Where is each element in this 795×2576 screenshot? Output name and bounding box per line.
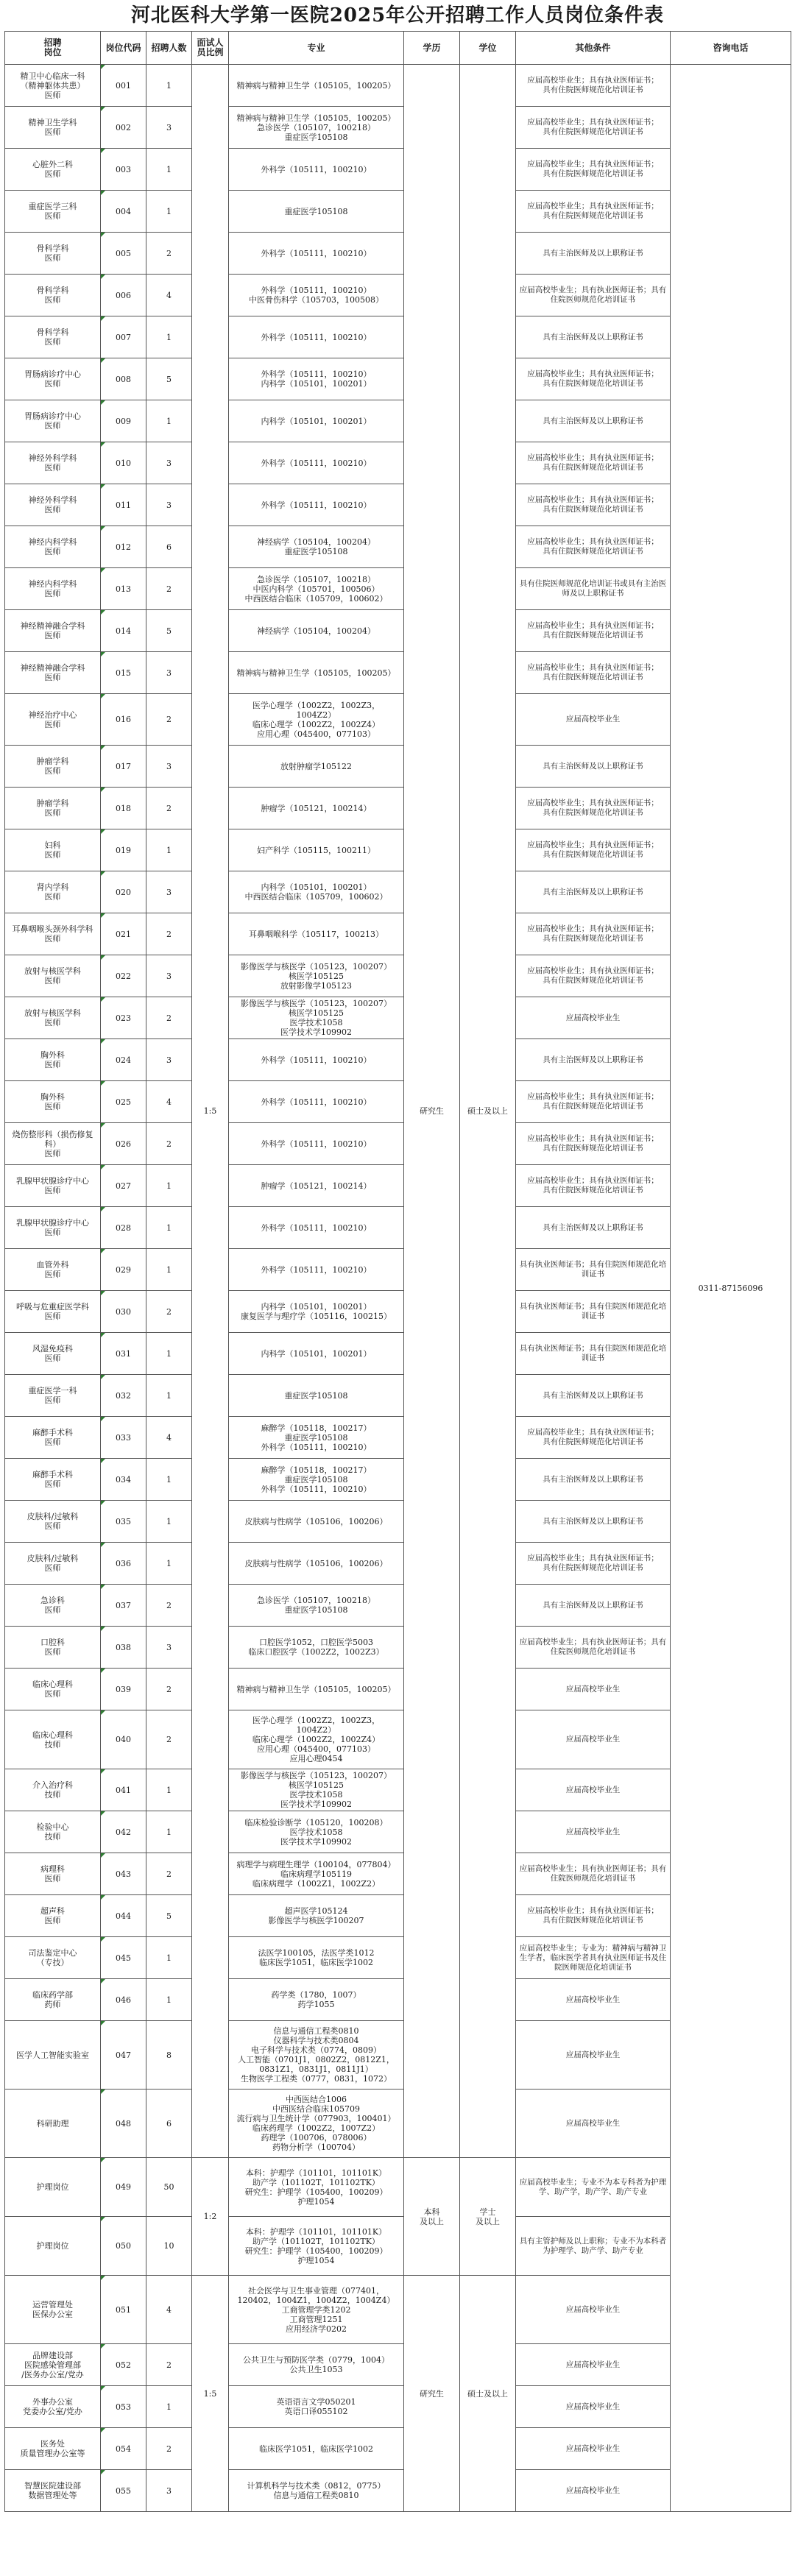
hire-count-cell: 1 (146, 1769, 192, 1811)
header-phone: 咨询电话 (671, 32, 791, 65)
post-code-cell: 040 (101, 1710, 146, 1769)
post-code-cell: 020 (101, 871, 146, 913)
major-cell: 外科学（105111，100210） (229, 149, 404, 191)
major-cell: 外科学（105111，100210） (229, 442, 404, 484)
hire-count-cell: 2 (146, 997, 192, 1039)
post-code-cell: 048 (101, 2090, 146, 2158)
post-code-cell: 035 (101, 1501, 146, 1543)
other-conditions-cell: 应届高校毕业生；具有执业医师证书； 具有住院医师规范化培训证书 (516, 1417, 671, 1459)
hire-count-cell: 1 (146, 829, 192, 871)
post-code-cell: 024 (101, 1039, 146, 1081)
post-code-cell: 052 (101, 2344, 146, 2386)
header-degree: 学位 (460, 32, 516, 65)
page-title: 河北医科大学第一医院2025年公开招聘工作人员岗位条件表 (130, 4, 665, 26)
post-code-cell: 009 (101, 400, 146, 442)
post-code-cell: 037 (101, 1585, 146, 1627)
hire-count-cell: 10 (146, 2217, 192, 2276)
post-name-cell: 护理岗位 (5, 2158, 101, 2217)
other-conditions-cell: 应届高校毕业生；具有执业医师证书；具有住院医师规范化培训证书 (516, 1853, 671, 1895)
post-code-cell: 017 (101, 746, 146, 788)
major-cell: 内科学（105101，100201） 康复医学与理疗学（105116，100215） (229, 1291, 404, 1333)
other-conditions-cell: 具有执业医师证书；具有住院医师规范化培训证书 (516, 1333, 671, 1375)
post-code-cell: 049 (101, 2158, 146, 2217)
major-cell: 中西医结合1006 中西医结合临床105709 流行病与卫生统计学（077903，100401） 临床药理学（1002Z2，1007Z2） 药理学（100706，078006） 药物分析学（100704） (229, 2090, 404, 2158)
other-conditions-cell: 应届高校毕业生；具有执业医师证书；具有住院医师规范化培训证书 (516, 1627, 671, 1669)
post-code-cell: 043 (101, 1853, 146, 1895)
post-code-cell: 021 (101, 913, 146, 955)
post-name-cell: 神经精神融合学科 医师 (5, 610, 101, 652)
major-cell: 本科：护理学（101101，101101K） 助产学（101102T，101102TK） 研究生：护理学（105400，100209） 护理1054 (229, 2217, 404, 2276)
post-code-cell: 034 (101, 1459, 146, 1501)
post-code-cell: 030 (101, 1291, 146, 1333)
post-code-cell: 054 (101, 2428, 146, 2470)
other-conditions-cell: 应届高校毕业生 (516, 1669, 671, 1710)
post-name-cell: 临床心理科 技师 (5, 1710, 101, 1769)
hire-count-cell: 2 (146, 788, 192, 829)
post-name-cell: 皮肤科/过敏科 医师 (5, 1543, 101, 1585)
other-conditions-cell: 具有主治医师及以上职称证书 (516, 871, 671, 913)
other-conditions-cell: 具有住院医师规范化培训证书或具有主治医师及以上职称证书 (516, 568, 671, 610)
major-cell: 临床检验诊断学（105120，100208） 医学技术1058 医学技术学109902 (229, 1811, 404, 1853)
hire-count-cell: 1 (146, 2386, 192, 2428)
hire-count-cell: 2 (146, 2428, 192, 2470)
education-cell: 研究生 (404, 2276, 460, 2512)
other-conditions-cell: 应届高校毕业生 (516, 1979, 671, 2021)
post-name-cell: 精卫中心临床一科 （精神躯体共患） 医师 (5, 65, 101, 107)
major-cell: 外科学（105111，100210） (229, 1039, 404, 1081)
hire-count-cell: 2 (146, 568, 192, 610)
post-name-cell: 骨科学科 医师 (5, 316, 101, 358)
post-name-cell: 护理岗位 (5, 2217, 101, 2276)
post-name-cell: 重症医学三科 医师 (5, 191, 101, 233)
post-name-cell: 麻醉手术科 医师 (5, 1417, 101, 1459)
hire-count-cell: 4 (146, 1417, 192, 1459)
hire-count-cell: 1 (146, 1333, 192, 1375)
post-name-cell: 胃肠病诊疗中心 医师 (5, 400, 101, 442)
major-cell: 影像医学与核医学（105123，100207） 核医学105125 医学技术1058 医学技术学109902 (229, 997, 404, 1039)
post-code-cell: 007 (101, 316, 146, 358)
hire-count-cell: 2 (146, 1123, 192, 1165)
post-code-cell: 032 (101, 1375, 146, 1417)
hire-count-cell: 1 (146, 1459, 192, 1501)
hire-count-cell: 50 (146, 2158, 192, 2217)
major-cell: 外科学（105111，100210） (229, 316, 404, 358)
post-code-cell: 018 (101, 788, 146, 829)
hire-count-cell: 4 (146, 275, 192, 316)
hire-count-cell: 1 (146, 1543, 192, 1585)
post-code-cell: 033 (101, 1417, 146, 1459)
hire-count-cell: 3 (146, 484, 192, 526)
other-conditions-cell: 应届高校毕业生 (516, 1769, 671, 1811)
major-cell: 肿瘤学（105121，100214） (229, 788, 404, 829)
table-row (5, 65, 791, 107)
other-conditions-cell: 应届高校毕业生；专业为：精神病与精神卫生学者，临床医学者具有执业医师证书及住院医师规范化培训证书 (516, 1937, 671, 1979)
post-name-cell: 神经精神融合学科 医师 (5, 652, 101, 694)
major-cell: 外科学（105111，100210） (229, 1081, 404, 1123)
major-cell: 精神病与精神卫生学（105105，100205） (229, 1669, 404, 1710)
major-cell: 外科学（105111，100210） (229, 484, 404, 526)
hire-count-cell: 2 (146, 913, 192, 955)
post-code-cell: 055 (101, 2470, 146, 2512)
hire-count-cell: 3 (146, 871, 192, 913)
post-code-cell: 028 (101, 1207, 146, 1249)
major-cell: 精神病与精神卫生学（105105，100205） 急诊医学（105107，100218） 重症医学105108 (229, 107, 404, 149)
hire-count-cell: 1 (146, 1501, 192, 1543)
degree-cell: 学士 及以上 (460, 2158, 516, 2276)
hire-count-cell: 3 (146, 955, 192, 997)
hire-count-cell: 2 (146, 694, 192, 746)
major-cell: 医学心理学（1002Z2，1002Z3， 1004Z2） 临床心理学（1002Z2，1002Z4） 应用心理（045400，077103） (229, 694, 404, 746)
major-cell: 英语语言文学050201 英语口译055102 (229, 2386, 404, 2428)
post-code-cell: 027 (101, 1165, 146, 1207)
post-name-cell: 司法鉴定中心 （专技） (5, 1937, 101, 1979)
major-cell: 麻醉学（105118，100217） 重症医学105108 外科学（105111，100210） (229, 1417, 404, 1459)
post-name-cell: 耳鼻咽喉头颈外科学科 医师 (5, 913, 101, 955)
hire-count-cell: 3 (146, 107, 192, 149)
other-conditions-cell: 应届高校毕业生；具有执业医师证书； 具有住院医师规范化培训证书 (516, 65, 671, 107)
header-major: 专业 (229, 32, 404, 65)
major-cell: 内科学（105101，100201） 中西医结合临床（105709，100602） (229, 871, 404, 913)
post-code-cell: 036 (101, 1543, 146, 1585)
post-code-cell: 011 (101, 484, 146, 526)
major-cell: 精神病与精神卫生学（105105，100205） (229, 652, 404, 694)
post-name-cell: 智慧医院建设部 数据管理处等 (5, 2470, 101, 2512)
post-code-cell: 005 (101, 233, 146, 275)
hire-count-cell: 5 (146, 358, 192, 400)
post-name-cell: 神经外科学科 医师 (5, 442, 101, 484)
post-name-cell: 医务处 质量管理办公室等 (5, 2428, 101, 2470)
major-cell: 放射肿瘤学105122 (229, 746, 404, 788)
hire-count-cell: 5 (146, 610, 192, 652)
major-cell: 神经病学（105104，100204） 重症医学105108 (229, 526, 404, 568)
major-cell: 急诊医学（105107，100218） 中医内科学（105701，100506） 中西医结合临床（105709，100602） (229, 568, 404, 610)
major-cell: 外科学（105111，100210） 内科学（105101，100201） (229, 358, 404, 400)
post-code-cell: 047 (101, 2021, 146, 2090)
post-name-cell: 呼吸与危重症医学科 医师 (5, 1291, 101, 1333)
post-code-cell: 044 (101, 1895, 146, 1937)
header-code: 岗位代码 (101, 32, 146, 65)
interview-ratio-cell: 1:2 (192, 2158, 229, 2276)
post-name-cell: 乳腺甲状腺诊疗中心 医师 (5, 1207, 101, 1249)
post-name-cell: 精神卫生学科 医师 (5, 107, 101, 149)
post-code-cell: 025 (101, 1081, 146, 1123)
major-cell: 超声医学105124 影像医学与核医学100207 (229, 1895, 404, 1937)
major-cell: 重症医学105108 (229, 1375, 404, 1417)
post-name-cell: 病理科 医师 (5, 1853, 101, 1895)
post-code-cell: 004 (101, 191, 146, 233)
post-code-cell: 013 (101, 568, 146, 610)
major-cell: 外科学（105111，100210） (229, 1207, 404, 1249)
major-cell: 公共卫生与预防医学类（0779，1004） 公共卫生1053 (229, 2344, 404, 2386)
post-code-cell: 012 (101, 526, 146, 568)
other-conditions-cell: 应届高校毕业生；具有执业医师证书； 具有住院医师规范化培训证书 (516, 1895, 671, 1937)
other-conditions-cell: 应届高校毕业生 (516, 997, 671, 1039)
other-conditions-cell: 具有主治医师及以上职称证书 (516, 1501, 671, 1543)
hire-count-cell: 2 (146, 1291, 192, 1333)
other-conditions-cell: 应届高校毕业生 (516, 2386, 671, 2428)
major-cell: 计算机科学与技术类（0812，0775） 信息与通信工程类0810 (229, 2470, 404, 2512)
post-name-cell: 妇科 医师 (5, 829, 101, 871)
post-code-cell: 003 (101, 149, 146, 191)
other-conditions-cell: 应届高校毕业生；专业不为本专科者为护理学、助产学，助产学、助产专业 (516, 2158, 671, 2217)
header-post: 招聘 岗位 (5, 32, 101, 65)
other-conditions-cell: 应届高校毕业生 (516, 2021, 671, 2090)
hire-count-cell: 2 (146, 233, 192, 275)
hire-count-cell: 2 (146, 1585, 192, 1627)
other-conditions-cell: 应届高校毕业生；具有执业医师证书； 具有住院医师规范化培训证书 (516, 149, 671, 191)
post-name-cell: 麻醉手术科 医师 (5, 1459, 101, 1501)
hire-count-cell: 1 (146, 1811, 192, 1853)
other-conditions-cell: 具有主治医师及以上职称证书 (516, 400, 671, 442)
other-conditions-cell: 应届高校毕业生；具有执业医师证书； 具有住院医师规范化培训证书 (516, 610, 671, 652)
other-conditions-cell: 应届高校毕业生；具有执业医师证书； 具有住院医师规范化培训证书 (516, 1543, 671, 1585)
post-code-cell: 038 (101, 1627, 146, 1669)
header-count: 招聘人数 (146, 32, 192, 65)
hire-count-cell: 3 (146, 652, 192, 694)
hire-count-cell: 3 (146, 1039, 192, 1081)
post-name-cell: 神经治疗中心 医师 (5, 694, 101, 746)
post-name-cell: 风湿免疫科 医师 (5, 1333, 101, 1375)
major-cell: 外科学（105111，100210） (229, 233, 404, 275)
hire-count-cell: 3 (146, 746, 192, 788)
major-cell: 本科：护理学（101101，101101K） 助产学（101102T，101102TK） 研究生：护理学（105400，100209） 护理1054 (229, 2158, 404, 2217)
major-cell: 内科学（105101，100201） (229, 1333, 404, 1375)
major-cell: 临床医学1051，临床医学1002 (229, 2428, 404, 2470)
table-header-row (5, 32, 791, 65)
hire-count-cell: 2 (146, 1669, 192, 1710)
hire-count-cell: 1 (146, 149, 192, 191)
major-cell: 皮肤病与性病学（105106，100206） (229, 1501, 404, 1543)
other-conditions-cell: 具有主治医师及以上职称证书 (516, 1207, 671, 1249)
post-name-cell: 肿瘤学科 医师 (5, 788, 101, 829)
other-conditions-cell: 应届高校毕业生 (516, 2428, 671, 2470)
education-cell: 研究生 (404, 65, 460, 2158)
other-conditions-cell: 应届高校毕业生；具有执业医师证书； 具有住院医师规范化培训证书 (516, 829, 671, 871)
degree-cell: 硕士及以上 (460, 65, 516, 2158)
hire-count-cell: 1 (146, 1207, 192, 1249)
post-name-cell: 介入治疗科 技师 (5, 1769, 101, 1811)
post-code-cell: 026 (101, 1123, 146, 1165)
major-cell: 信息与通信工程类0810 仪器科学与技术类0804 电子科学与技术类（0774，0809） 人工智能（0701J1，0802Z2，0812Z1， 0831Z1，0831J1，0811J1） 生物医学工程类（0777，0831，1072） (229, 2021, 404, 2090)
post-name-cell: 乳腺甲状腺诊疗中心 医师 (5, 1165, 101, 1207)
contact-phone-cell: 0311-87156096 (671, 65, 791, 2512)
major-cell: 内科学（105101，100201） (229, 400, 404, 442)
post-name-cell: 急诊科 医师 (5, 1585, 101, 1627)
post-code-cell: 039 (101, 1669, 146, 1710)
other-conditions-cell: 应届高校毕业生；具有执业医师证书；具有住院医师规范化培训证书 (516, 275, 671, 316)
header-ratio: 面试人 员比例 (192, 32, 229, 65)
major-cell: 神经病学（105104，100204） (229, 610, 404, 652)
other-conditions-cell: 应届高校毕业生；具有执业医师证书； 具有住院医师规范化培训证书 (516, 107, 671, 149)
post-code-cell: 015 (101, 652, 146, 694)
post-code-cell: 046 (101, 1979, 146, 2021)
other-conditions-cell: 具有主治医师及以上职称证书 (516, 1585, 671, 1627)
other-conditions-cell: 应届高校毕业生；具有执业医师证书； 具有住院医师规范化培训证书 (516, 955, 671, 997)
post-name-cell: 神经外科学科 医师 (5, 484, 101, 526)
post-name-cell: 肿瘤学科 医师 (5, 746, 101, 788)
header-conditions: 其他条件 (516, 32, 671, 65)
other-conditions-cell: 应届高校毕业生 (516, 2276, 671, 2344)
major-cell: 病理学与病理生理学（100104，077804） 临床病理学105119 临床病理学（1002Z1，1002Z2） (229, 1853, 404, 1895)
interview-ratio-cell: 1:5 (192, 65, 229, 2158)
major-cell: 影像医学与核医学（105123，100207） 核医学105125 医学技术1058 医学技术学109902 (229, 1769, 404, 1811)
post-name-cell: 放射与核医学科 医师 (5, 997, 101, 1039)
other-conditions-cell: 应届高校毕业生；具有执业医师证书； 具有住院医师规范化培训证书 (516, 1165, 671, 1207)
post-name-cell: 运营管理处 医保办公室 (5, 2276, 101, 2344)
hire-count-cell: 8 (146, 2021, 192, 2090)
other-conditions-cell: 应届高校毕业生；具有执业医师证书； 具有住院医师规范化培训证书 (516, 1123, 671, 1165)
post-code-cell: 022 (101, 955, 146, 997)
hire-count-cell: 3 (146, 2470, 192, 2512)
interview-ratio-cell: 1:5 (192, 2276, 229, 2512)
major-cell: 法医学100105，法医学类1012 临床医学1051，临床医学1002 (229, 1937, 404, 1979)
other-conditions-cell: 应届高校毕业生 (516, 1811, 671, 1853)
hire-count-cell: 4 (146, 1081, 192, 1123)
post-name-cell: 胸外科 医师 (5, 1039, 101, 1081)
post-name-cell: 医学人工智能实验室 (5, 2021, 101, 2090)
major-cell: 药学类（1780，1007） 药学1055 (229, 1979, 404, 2021)
post-name-cell: 重症医学一科 医师 (5, 1375, 101, 1417)
education-cell: 本科 及以上 (404, 2158, 460, 2276)
other-conditions-cell: 具有主治医师及以上职称证书 (516, 1375, 671, 1417)
major-cell: 外科学（105111，100210） 中医骨伤科学（105703，100508） (229, 275, 404, 316)
major-cell: 妇产科学（105115，100211） (229, 829, 404, 871)
hire-count-cell: 1 (146, 1165, 192, 1207)
post-name-cell: 神经内科学科 医师 (5, 568, 101, 610)
other-conditions-cell: 应届高校毕业生；具有执业医师证书； 具有住院医师规范化培训证书 (516, 652, 671, 694)
other-conditions-cell: 应届高校毕业生；具有执业医师证书； 具有住院医师规范化培训证书 (516, 1081, 671, 1123)
major-cell: 麻醉学（105118，100217） 重症医学105108 外科学（105111，100210） (229, 1459, 404, 1501)
hire-count-cell: 3 (146, 1627, 192, 1669)
other-conditions-cell: 应届高校毕业生；具有执业医师证书； 具有住院医师规范化培训证书 (516, 526, 671, 568)
post-code-cell: 031 (101, 1333, 146, 1375)
post-code-cell: 006 (101, 275, 146, 316)
other-conditions-cell: 具有执业医师证书；具有住院医师规范化培训证书 (516, 1249, 671, 1291)
post-name-cell: 胸外科 医师 (5, 1081, 101, 1123)
hire-count-cell: 2 (146, 2344, 192, 2386)
other-conditions-cell: 应届高校毕业生 (516, 2344, 671, 2386)
header-education: 学历 (404, 32, 460, 65)
post-code-cell: 002 (101, 107, 146, 149)
major-cell: 肿瘤学（105121，100214） (229, 1165, 404, 1207)
post-code-cell: 008 (101, 358, 146, 400)
job-conditions-table (4, 31, 791, 2512)
other-conditions-cell: 具有主管护师及以上职称；专业不为本科者为护理学、助产学、助产专业 (516, 2217, 671, 2276)
post-name-cell: 心脏外二科 医师 (5, 149, 101, 191)
hire-count-cell: 1 (146, 316, 192, 358)
post-name-cell: 临床心理科 医师 (5, 1669, 101, 1710)
post-code-cell: 014 (101, 610, 146, 652)
post-code-cell: 001 (101, 65, 146, 107)
post-name-cell: 皮肤科/过敏科 医师 (5, 1501, 101, 1543)
major-cell: 社会医学与卫生事业管理（077401， 120402，1004Z1，1004Z2，1004Z4） 工商管理学类1202 工商管理1251 应用经济学0202 (229, 2276, 404, 2344)
hire-count-cell: 6 (146, 2090, 192, 2158)
hire-count-cell: 2 (146, 1710, 192, 1769)
post-code-cell: 041 (101, 1769, 146, 1811)
other-conditions-cell: 应届高校毕业生；具有执业医师证书； 具有住院医师规范化培训证书 (516, 788, 671, 829)
post-code-cell: 042 (101, 1811, 146, 1853)
hire-count-cell: 1 (146, 1375, 192, 1417)
post-code-cell: 050 (101, 2217, 146, 2276)
post-code-cell: 023 (101, 997, 146, 1039)
hire-count-cell: 1 (146, 1979, 192, 2021)
post-code-cell: 010 (101, 442, 146, 484)
post-name-cell: 血管外科 医师 (5, 1249, 101, 1291)
post-name-cell: 胃肠病诊疗中心 医师 (5, 358, 101, 400)
other-conditions-cell: 具有主治医师及以上职称证书 (516, 316, 671, 358)
major-cell: 外科学（105111，100210） (229, 1123, 404, 1165)
post-name-cell: 临床药学部 药师 (5, 1979, 101, 2021)
major-cell: 口腔医学1052，口腔医学5003 临床口腔医学（1002Z2，1002Z3） (229, 1627, 404, 1669)
post-name-cell: 检验中心 技师 (5, 1811, 101, 1853)
hire-count-cell: 1 (146, 1937, 192, 1979)
other-conditions-cell: 应届高校毕业生 (516, 2090, 671, 2158)
major-cell: 医学心理学（1002Z2，1002Z3， 1004Z2） 临床心理学（1002Z2，1002Z4） 应用心理（045400，077103） 应用心理0454 (229, 1710, 404, 1769)
other-conditions-cell: 具有主治医师及以上职称证书 (516, 1039, 671, 1081)
post-name-cell: 肾内学科 医师 (5, 871, 101, 913)
post-code-cell: 053 (101, 2386, 146, 2428)
post-name-cell: 骨科学科 医师 (5, 233, 101, 275)
hire-count-cell: 2 (146, 1853, 192, 1895)
post-name-cell: 神经内科学科 医师 (5, 526, 101, 568)
post-name-cell: 品牌建设部 医院感染管理部 /医务办公室/党办 (5, 2344, 101, 2386)
other-conditions-cell: 具有主治医师及以上职称证书 (516, 233, 671, 275)
post-name-cell: 超声科 医师 (5, 1895, 101, 1937)
other-conditions-cell: 具有执业医师证书；具有住院医师规范化培训证书 (516, 1291, 671, 1333)
post-name-cell: 外事办公室 党委办公室/党办 (5, 2386, 101, 2428)
post-name-cell: 烧伤整形科（损伤修复科） 医师 (5, 1123, 101, 1165)
post-name-cell: 放射与核医学科 医师 (5, 955, 101, 997)
hire-count-cell: 6 (146, 526, 192, 568)
major-cell: 外科学（105111，100210） (229, 1249, 404, 1291)
other-conditions-cell: 应届高校毕业生 (516, 694, 671, 746)
post-code-cell: 051 (101, 2276, 146, 2344)
other-conditions-cell: 应届高校毕业生；具有执业医师证书； 具有住院医师规范化培训证书 (516, 442, 671, 484)
post-name-cell: 科研助理 (5, 2090, 101, 2158)
post-code-cell: 019 (101, 829, 146, 871)
major-cell: 影像医学与核医学（105123，100207） 核医学105125 放射影像学105123 (229, 955, 404, 997)
hire-count-cell: 1 (146, 65, 192, 107)
hire-count-cell: 1 (146, 400, 192, 442)
hire-count-cell: 1 (146, 191, 192, 233)
post-code-cell: 016 (101, 694, 146, 746)
post-code-cell: 045 (101, 1937, 146, 1979)
major-cell: 急诊医学（105107，100218） 重症医学105108 (229, 1585, 404, 1627)
other-conditions-cell: 应届高校毕业生；具有执业医师证书； 具有住院医师规范化培训证书 (516, 484, 671, 526)
major-cell: 重症医学105108 (229, 191, 404, 233)
other-conditions-cell: 具有主治医师及以上职称证书 (516, 1459, 671, 1501)
other-conditions-cell: 应届高校毕业生；具有执业医师证书； 具有住院医师规范化培训证书 (516, 191, 671, 233)
major-cell: 精神病与精神卫生学（105105，100205） (229, 65, 404, 107)
other-conditions-cell: 应届高校毕业生；具有执业医师证书； 具有住院医师规范化培训证书 (516, 913, 671, 955)
hire-count-cell: 1 (146, 1249, 192, 1291)
post-code-cell: 029 (101, 1249, 146, 1291)
major-cell: 耳鼻咽喉科学（105117，100213） (229, 913, 404, 955)
other-conditions-cell: 应届高校毕业生 (516, 1710, 671, 1769)
degree-cell: 硕士及以上 (460, 2276, 516, 2512)
hire-count-cell: 3 (146, 442, 192, 484)
post-name-cell: 口腔科 医师 (5, 1627, 101, 1669)
other-conditions-cell: 应届高校毕业生；具有执业医师证书； 具有住院医师规范化培训证书 (516, 358, 671, 400)
hire-count-cell: 4 (146, 2276, 192, 2344)
other-conditions-cell: 应届高校毕业生 (516, 2470, 671, 2512)
major-cell: 皮肤病与性病学（105106，100206） (229, 1543, 404, 1585)
post-name-cell: 骨科学科 医师 (5, 275, 101, 316)
hire-count-cell: 5 (146, 1895, 192, 1937)
other-conditions-cell: 具有主治医师及以上职称证书 (516, 746, 671, 788)
